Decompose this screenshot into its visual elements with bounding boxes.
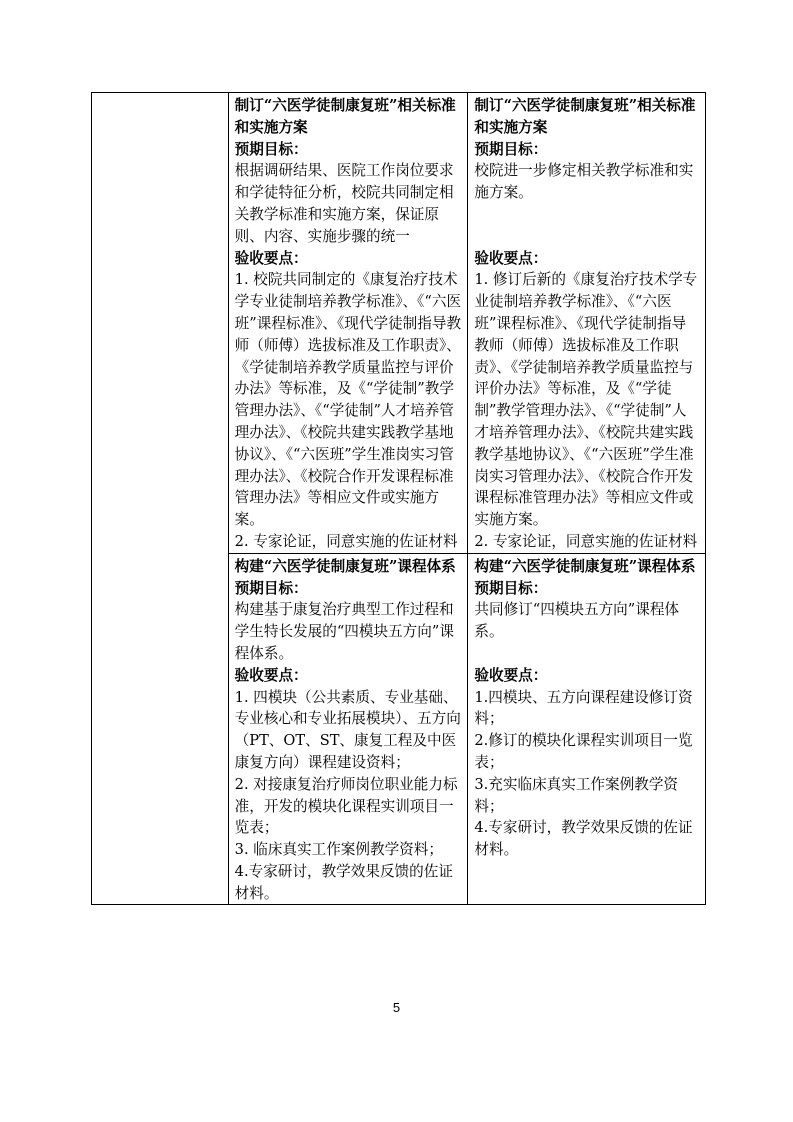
goal-text: 根据调研结果、医院工作岗位要求和学徒特征分析，校院共同制定相关教学标准和实施方案，保证原则、内容、实施步骤的统一 xyxy=(234,162,454,245)
cell-content xyxy=(474,556,700,861)
task-cell-left xyxy=(228,93,468,554)
task-title: 制订“六医学徒制康复班”相关标准和实施方案 xyxy=(474,97,696,136)
task-title: 构建“六医学徒制康复班”课程体系 xyxy=(234,557,456,575)
check-item: 4.专家研讨，教学效果反馈的佐证材料。 xyxy=(234,862,453,902)
task-cell-right xyxy=(468,93,706,554)
goal-label: 预期目标： xyxy=(474,579,548,597)
check-item: 4.专家研讨，教学效果反馈的佐证材料。 xyxy=(474,819,693,859)
table-body xyxy=(92,93,706,905)
task-cell-left xyxy=(228,553,468,905)
spacer xyxy=(474,226,700,248)
plan-table xyxy=(91,92,706,905)
check-item: 3. 临床真实工作案例教学资料； xyxy=(234,841,443,859)
check-label: 验收要点： xyxy=(474,666,548,684)
goal-label: 预期目标： xyxy=(234,140,308,158)
check-label: 验收要点： xyxy=(234,249,308,267)
spacer xyxy=(474,204,700,226)
spacer xyxy=(474,643,700,665)
check-item: 2. 专家论证，同意实施的佐证材料 xyxy=(234,532,458,550)
check-item: 2. 对接康复治疗师岗位职业能力标准，开发的模块化课程实训项目一览表； xyxy=(234,775,458,837)
check-label: 验收要点： xyxy=(234,666,308,684)
task-title: 构建“六医学徒制康复班”课程体系 xyxy=(474,557,696,575)
cell-content xyxy=(235,556,463,905)
page-number: 5 xyxy=(392,1000,401,1015)
goal-text: 构建基于康复治疗典型工作过程和学生特长发展的“四模块五方向”课程体系。 xyxy=(234,601,454,662)
category-cell xyxy=(92,93,229,905)
cell-content xyxy=(235,95,463,553)
check-item: 3.充实临床真实工作案例教学资料； xyxy=(474,775,679,815)
check-item: 1. 四模块（公共素质、专业基础、专业核心和专业拓展模块）、五方向（PT、OT、ST、康复工程及中医康复方向）课程建设资料； xyxy=(234,688,461,771)
goal-text: 校院进一步修定相关教学标准和实施方案。 xyxy=(474,162,694,202)
check-item: 1. 修订后新的《康复治疗技术学专业徒制培养教学标准》、《“六医班”课程标准》、《现代学徒制指导教师（师傅）选拔标准及工作职责》、《学徒制培养教学质量监控与评价办法》等标准，及《“学徒制”教学管理办法》、《“学徒制”人才培养管理办法》、《校院共建实践教学基地协议》、《“六医班”学生准岗实习管理办法》、《校院合作开发课程标准管理办法》等相应文件或实施方案。 xyxy=(474,271,698,529)
task-cell-right xyxy=(468,553,706,905)
check-item: 1.四模块、五方向课程建设修订资料； xyxy=(474,688,693,728)
table-row xyxy=(92,93,706,554)
goal-label: 预期目标： xyxy=(474,140,548,158)
task-title: 制订“六医学徒制康复班”相关标准和实施方案 xyxy=(234,97,456,136)
check-label: 验收要点： xyxy=(474,249,548,267)
check-item: 2. 专家论证，同意实施的佐证材料 xyxy=(474,532,698,550)
goal-text: 共同修订“四模块五方向”课程体系。 xyxy=(474,601,680,641)
goal-label: 预期目标： xyxy=(234,579,308,597)
check-item: 2.修订的模块化课程实训项目一览表； xyxy=(474,732,693,771)
check-item: 1. 校院共同制定的《康复治疗技术学专业徒制培养教学标准》、《“六医班”课程标准》、《现代学徒制指导教师（师傅）选拔标准及工作职责》、《学徒制培养教学质量监控与评价办法》等标准，及《“学徒制”教学管理办法》、《“学徒制”人才培养管理办法》、《校院共建实践教学基地协议》、《“六医班”学生准岗实习管理办法》、《校院合作开发课程标准管理办法》等相应文件或实施方案。 xyxy=(234,271,462,529)
cell-content xyxy=(474,95,700,553)
